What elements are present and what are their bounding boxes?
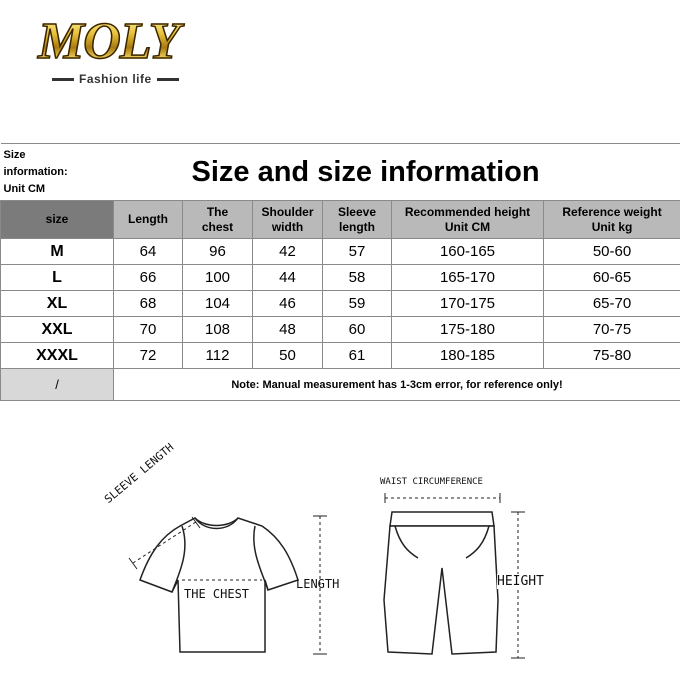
tagline-dash-left	[52, 78, 74, 81]
cell: 61	[323, 343, 392, 369]
height-label: HEIGHT	[497, 574, 544, 589]
table-row	[1, 291, 680, 317]
note-text: Note: Manual measurement has 1-3cm error, for reference only!	[114, 369, 680, 401]
header-size: size	[1, 201, 114, 239]
note-slash: /	[1, 369, 114, 401]
header-shoulder: Shoulder width	[253, 201, 323, 239]
header-chest: The chest	[183, 201, 253, 239]
cell: 42	[253, 239, 323, 265]
garment-drawing	[0, 440, 680, 680]
cell: 70-75	[544, 317, 680, 343]
cell-size: L	[1, 265, 114, 291]
cell: 50	[253, 343, 323, 369]
table-row	[1, 239, 680, 265]
cell: 108	[183, 317, 253, 343]
tagline-dash-right	[157, 78, 179, 81]
table-title-row	[1, 144, 680, 201]
cell: 175-180	[392, 317, 544, 343]
cell: 68	[114, 291, 183, 317]
cell: 100	[183, 265, 253, 291]
note-row	[1, 369, 680, 401]
shorts-icon	[384, 512, 498, 654]
table-row	[1, 317, 680, 343]
cell: 112	[183, 343, 253, 369]
cell: 65-70	[544, 291, 680, 317]
header-sleeve: Sleeve length	[323, 201, 392, 239]
cell: 104	[183, 291, 253, 317]
waist-marker	[385, 493, 500, 503]
cell: 170-175	[392, 291, 544, 317]
size-info-line: information:	[4, 164, 112, 181]
brand-logo	[38, 14, 214, 86]
length-label: LENGTH	[296, 577, 339, 591]
sleeve-length-label: SLEEVE LENGTH	[102, 441, 176, 506]
cell: 96	[183, 239, 253, 265]
size-table	[0, 143, 680, 401]
header-row	[1, 201, 680, 239]
tagline-text: Fashion life	[79, 72, 152, 86]
waist-label: WAIST CIRCUMFERENCE	[380, 477, 483, 487]
cell: 180-185	[392, 343, 544, 369]
cell-size: XL	[1, 291, 114, 317]
cell: 72	[114, 343, 183, 369]
size-info-note	[1, 144, 114, 201]
chest-label: THE CHEST	[184, 587, 249, 601]
cell: 64	[114, 239, 183, 265]
logo-wordmark: MOLY	[38, 14, 214, 70]
header-length: Length	[114, 201, 183, 239]
cell: 46	[253, 291, 323, 317]
cell: 57	[323, 239, 392, 265]
cell-size: M	[1, 239, 114, 265]
cell: 58	[323, 265, 392, 291]
cell: 70	[114, 317, 183, 343]
cell: 50-60	[544, 239, 680, 265]
cell: 59	[323, 291, 392, 317]
cell: 165-170	[392, 265, 544, 291]
cell-size: XXXL	[1, 343, 114, 369]
measurement-diagram	[0, 440, 680, 680]
cell: 44	[253, 265, 323, 291]
size-info-line: Size	[4, 147, 112, 164]
table-title: Size and size information	[114, 144, 680, 201]
cell: 60	[323, 317, 392, 343]
header-height: Recommended height Unit CM	[392, 201, 544, 239]
cell: 48	[253, 317, 323, 343]
size-info-line: Unit CM	[4, 181, 112, 198]
cell: 75-80	[544, 343, 680, 369]
logo-tagline	[52, 72, 217, 86]
cell: 60-65	[544, 265, 680, 291]
cell: 160-165	[392, 239, 544, 265]
header-weight: Reference weight Unit kg	[544, 201, 680, 239]
cell: 66	[114, 265, 183, 291]
tshirt-icon	[140, 518, 298, 652]
table-row	[1, 343, 680, 369]
table-row	[1, 265, 680, 291]
cell-size: XXL	[1, 317, 114, 343]
